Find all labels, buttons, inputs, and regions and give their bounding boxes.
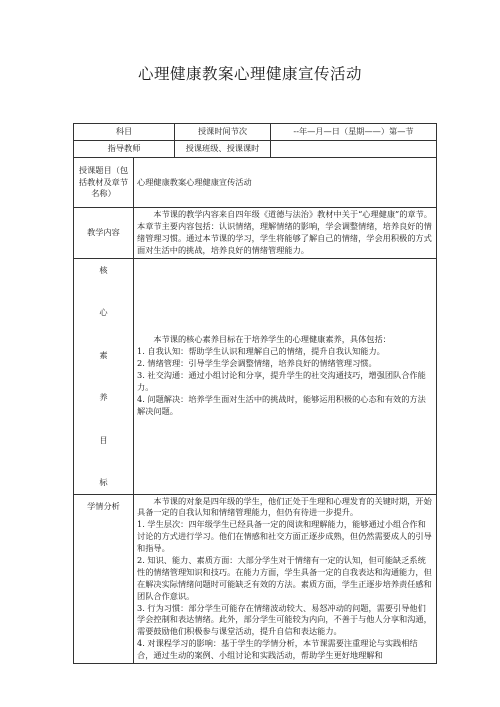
instructor-label: 指导教师 — [74, 141, 175, 158]
teaching-time-label: 授课时间节次 — [175, 124, 271, 141]
topic-value: 心理健康教案心理健康宣传活动 — [134, 158, 437, 208]
core-item: 1. 自我认知：帮助学生认识和理解自己的情绪，提升自我认知能力。 — [137, 346, 385, 357]
analysis-intro: 本节课的对象是四年级的学生，他们正处于生理和心理发育的关键时期，开始具备一定的自我认知和情绪管理能力，但仍有待进一步提升。 — [137, 495, 432, 518]
analysis-item: 3. 行为习惯：部分学生可能存在情绪波动较大、易怒冲动的问题，需要引导他们学会控制和表达情绪。此外，部分学生可能较为内向，不善于与他人分享和沟通，需要鼓励他们积极参与课堂活动，提升自信和表达能力。 — [137, 602, 432, 637]
analysis-item: 2. 知识、能力、素质方面：大部分学生对于情绪有一定的认知，但可能缺乏系统性的情绪管理知识和技巧。在能力方面，学生具备一定的自我表达和沟通能力，但在解决实际情绪问题时可能缺乏有效的方法。素质方面，学生正逐步培养责任感和团队合作意识。 — [137, 555, 432, 601]
class-time-value — [271, 141, 437, 158]
core-label-char: 心 — [99, 307, 108, 318]
core-label-char: 核 — [99, 265, 108, 276]
core-label-char: 素 — [99, 349, 108, 360]
topic-label: 授课题目（包括教材及章节名称） — [74, 158, 134, 208]
analysis-item: 1. 学生层次：四年级学生已经具备一定的阅读和理解能力，能够通过小组合作和讨论的方式进行学习。他们在情感和社交方面正逐步成熟，但仍然需要成人的引导和指导。 — [137, 519, 432, 554]
teaching-time-value: --年—月—日（星期——）第—节 — [271, 124, 437, 141]
core-item: 2. 情绪管理：引导学生学会调整情绪，培养良好的情绪管理习惯。 — [137, 358, 377, 369]
analysis-label: 学情分析 — [74, 494, 134, 663]
analysis-item: 4. 对课程学习的影响：基于学生的学情分析，本节课需要注重理论与实践相结合，通过生动的案例、小组讨论和实践活动，帮助学生更好地理解和 — [137, 638, 418, 661]
core-label-char: 养 — [99, 392, 108, 403]
core-value — [134, 258, 437, 494]
core-label-char: 目 — [99, 434, 108, 445]
core-label-char: 标 — [99, 476, 108, 487]
subject-label: 科目 — [74, 124, 175, 141]
row-core — [74, 258, 437, 494]
core-intro: 本节课的核心素养目标在于培养学生的心理健康素养，具体包括： — [153, 334, 391, 345]
core-label — [74, 258, 134, 494]
content-text: 本节课的教学内容来自四年级《道德与法治》教材中关于“心理健康”的章节。本章节主要内容包括：认识情绪，理解情绪的影响，学会调整情绪，培养良好的情绪管理习惯。通过本节课的学习，学生将能够了解自己的情绪，学会用积极的方式面对生活中的挑战，培养良好的情绪管理能力。 — [137, 209, 432, 255]
row-analysis — [74, 494, 437, 663]
row-subject — [74, 124, 437, 141]
content-value — [134, 208, 437, 259]
row-content — [74, 208, 437, 259]
class-time-label: 授课班级、授课课时 — [175, 141, 271, 158]
core-item: 4. 问题解决：培养学生面对生活中的挑战时，能够运用积极的心态和有效的方法解决问题。 — [137, 393, 426, 416]
row-instructor — [74, 141, 437, 158]
row-topic — [74, 158, 437, 208]
analysis-value — [134, 494, 437, 663]
content-label: 教学内容 — [74, 208, 134, 259]
core-item: 3. 社交沟通：通过小组讨论和分享，提升学生的社交沟通技巧，增强团队合作能力。 — [137, 370, 426, 392]
lesson-plan-table — [73, 123, 437, 664]
document-title: 心理健康教案心理健康宣传活动 — [137, 65, 362, 83]
